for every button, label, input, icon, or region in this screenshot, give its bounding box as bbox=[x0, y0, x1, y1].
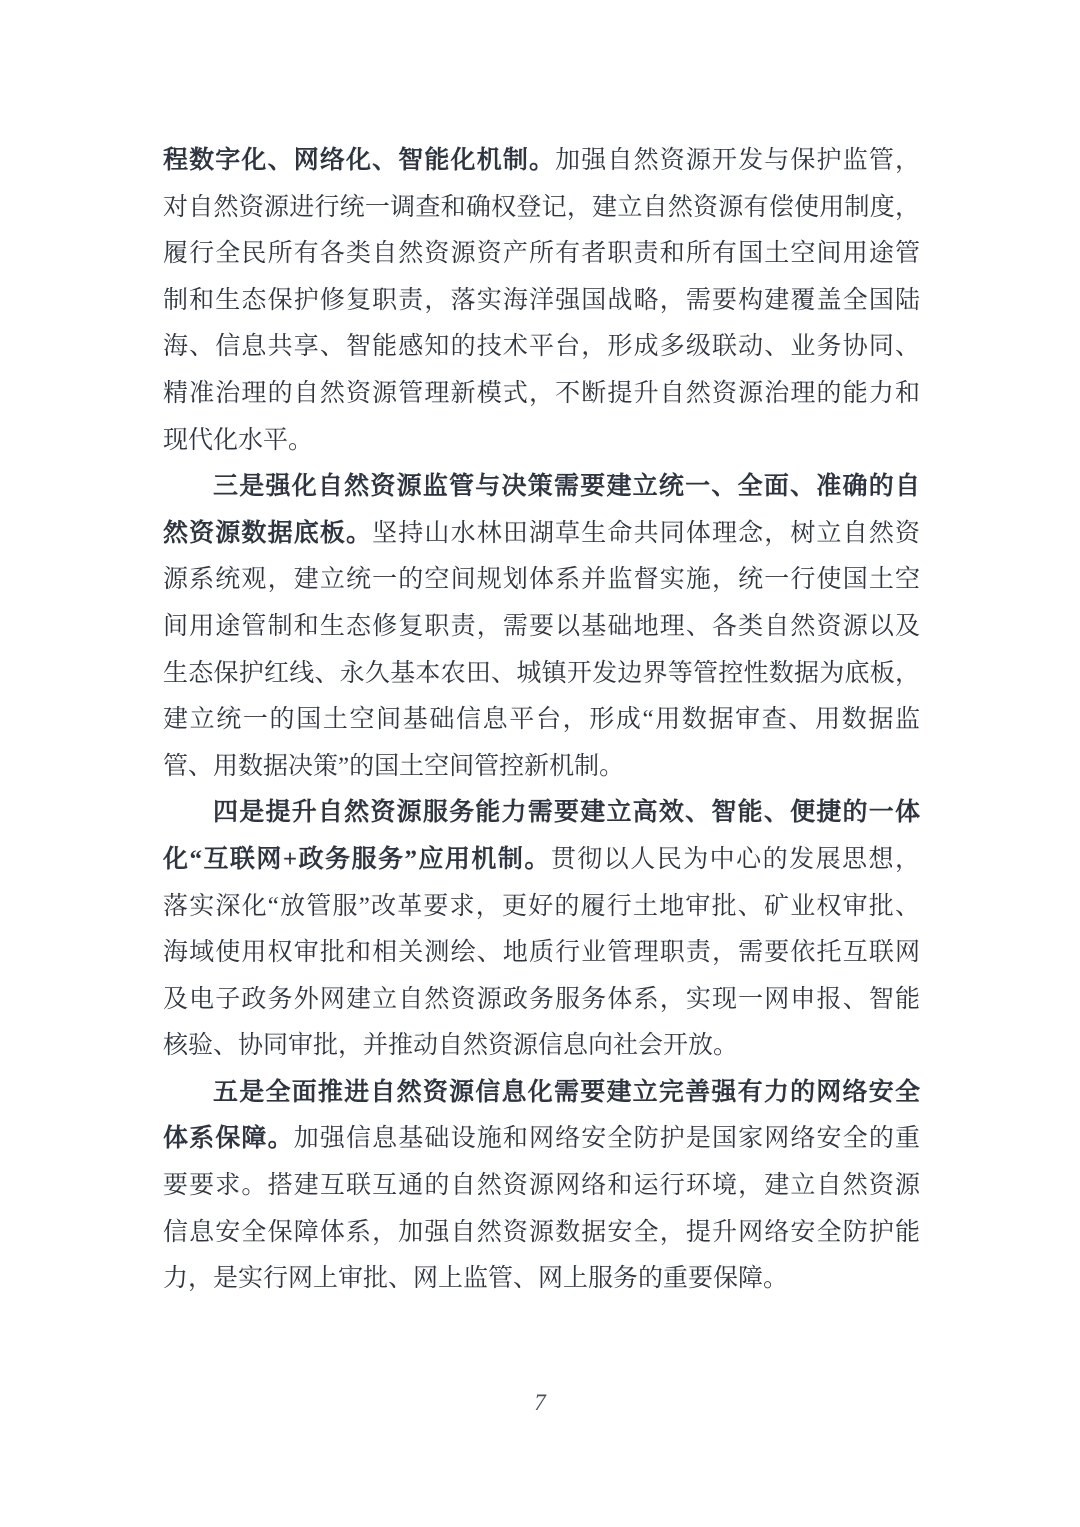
bold-text-segment: 然资源数据底板。 bbox=[163, 519, 373, 547]
text-line bbox=[163, 977, 920, 1024]
text-segment: 现代化水平。 bbox=[163, 426, 314, 454]
text-segment: 间用途管制和生态修复职责，需要以基础地理、各类自然资源以及 bbox=[163, 612, 920, 640]
text-line bbox=[163, 930, 920, 977]
text-line bbox=[163, 511, 920, 558]
text-line bbox=[163, 464, 920, 511]
text-line bbox=[163, 1210, 920, 1257]
bold-text-segment: 化“互联网+政务服务”应用机制。 bbox=[163, 845, 551, 873]
text-segment: 贯彻以人民为中心的发展思想， bbox=[550, 845, 920, 873]
text-segment: 加强信息基础设施和网络安全防护是国家网络安全的重 bbox=[293, 1125, 920, 1153]
text-line bbox=[163, 138, 920, 185]
text-line bbox=[163, 697, 920, 744]
text-segment: 管、用数据决策”的国土空间管控新机制。 bbox=[163, 752, 625, 780]
text-segment: 要要求。搭建互联互通的自然资源网络和运行环境，建立自然资源 bbox=[163, 1172, 920, 1200]
text-line bbox=[163, 557, 920, 604]
text-segment: 制和生态保护修复职责，落实海洋强国战略，需要构建覆盖全国陆 bbox=[163, 286, 920, 314]
bold-text-segment: 四是提升自然资源服务能力需要建立高效、智能、便捷的一体 bbox=[213, 799, 920, 827]
text-line bbox=[163, 1256, 920, 1303]
paragraph bbox=[163, 1070, 920, 1303]
document-content bbox=[163, 138, 920, 1303]
text-line bbox=[163, 278, 920, 325]
text-line bbox=[163, 371, 920, 418]
text-line bbox=[163, 324, 920, 371]
text-segment: 源系统观，建立统一的空间规划体系并监督实施，统一行使国土空 bbox=[163, 566, 920, 594]
bold-text-segment: 体系保障。 bbox=[163, 1125, 294, 1153]
paragraph bbox=[163, 790, 920, 1070]
text-line bbox=[163, 418, 920, 465]
text-segment: 对自然资源进行统一调查和确权登记，建立自然资源有偿使用制度， bbox=[163, 193, 920, 221]
text-line bbox=[163, 837, 920, 884]
text-segment: 加强自然资源开发与保护监管， bbox=[555, 147, 920, 174]
text-segment: 履行全民所有各类自然资源资产所有者职责和所有国土空间用途管 bbox=[163, 240, 920, 268]
bold-text-segment: 五是全面推进自然资源信息化需要建立完善强有力的网络安全 bbox=[213, 1078, 920, 1106]
text-line bbox=[163, 604, 920, 651]
text-segment: 建立统一的国土空间基础信息平台，形成“用数据审查、用数据监 bbox=[163, 706, 920, 734]
text-segment: 及电子政务外网建立自然资源政务服务体系，实现一网申报、智能 bbox=[163, 985, 920, 1013]
text-line bbox=[163, 185, 920, 232]
text-segment: 信息安全保障体系，加强自然资源数据安全，提升网络安全防护能 bbox=[163, 1218, 920, 1246]
paragraph bbox=[163, 138, 920, 464]
text-line bbox=[163, 231, 920, 278]
text-line bbox=[163, 651, 920, 698]
text-segment: 力，是实行网上审批、网上监管、网上服务的重要保障。 bbox=[163, 1265, 789, 1293]
text-line bbox=[163, 744, 920, 791]
text-segment: 精准治理的自然资源管理新模式，不断提升自然资源治理的能力和 bbox=[163, 379, 920, 407]
page-number: 7 bbox=[534, 1390, 546, 1415]
text-line bbox=[163, 790, 920, 837]
text-segment: 海域使用权审批和相关测绘、地质行业管理职责，需要依托互联网 bbox=[163, 939, 920, 967]
text-line bbox=[163, 884, 920, 931]
text-line bbox=[163, 1116, 920, 1163]
paragraph bbox=[163, 464, 920, 790]
text-line bbox=[163, 1070, 920, 1117]
text-segment: 坚持山水林田湖草生命共同体理念，树立自然资 bbox=[372, 519, 920, 547]
text-segment: 核验、协同审批，并推动自然资源信息向社会开放。 bbox=[163, 1032, 739, 1060]
text-segment: 海、信息共享、智能感知的技术平台，形成多级联动、业务协同、 bbox=[163, 333, 920, 361]
text-segment: 落实深化“放管服”改革要求，更好的履行土地审批、矿业权审批、 bbox=[163, 892, 920, 920]
text-line bbox=[163, 1163, 920, 1210]
bold-text-segment: 三是强化自然资源监管与决策需要建立统一、全面、准确的自 bbox=[213, 473, 920, 501]
text-line bbox=[163, 1023, 920, 1070]
bold-text-segment: 程数字化、网络化、智能化机制。 bbox=[163, 147, 556, 174]
text-segment: 生态保护红线、永久基本农田、城镇开发边界等管控性数据为底板， bbox=[163, 659, 920, 687]
